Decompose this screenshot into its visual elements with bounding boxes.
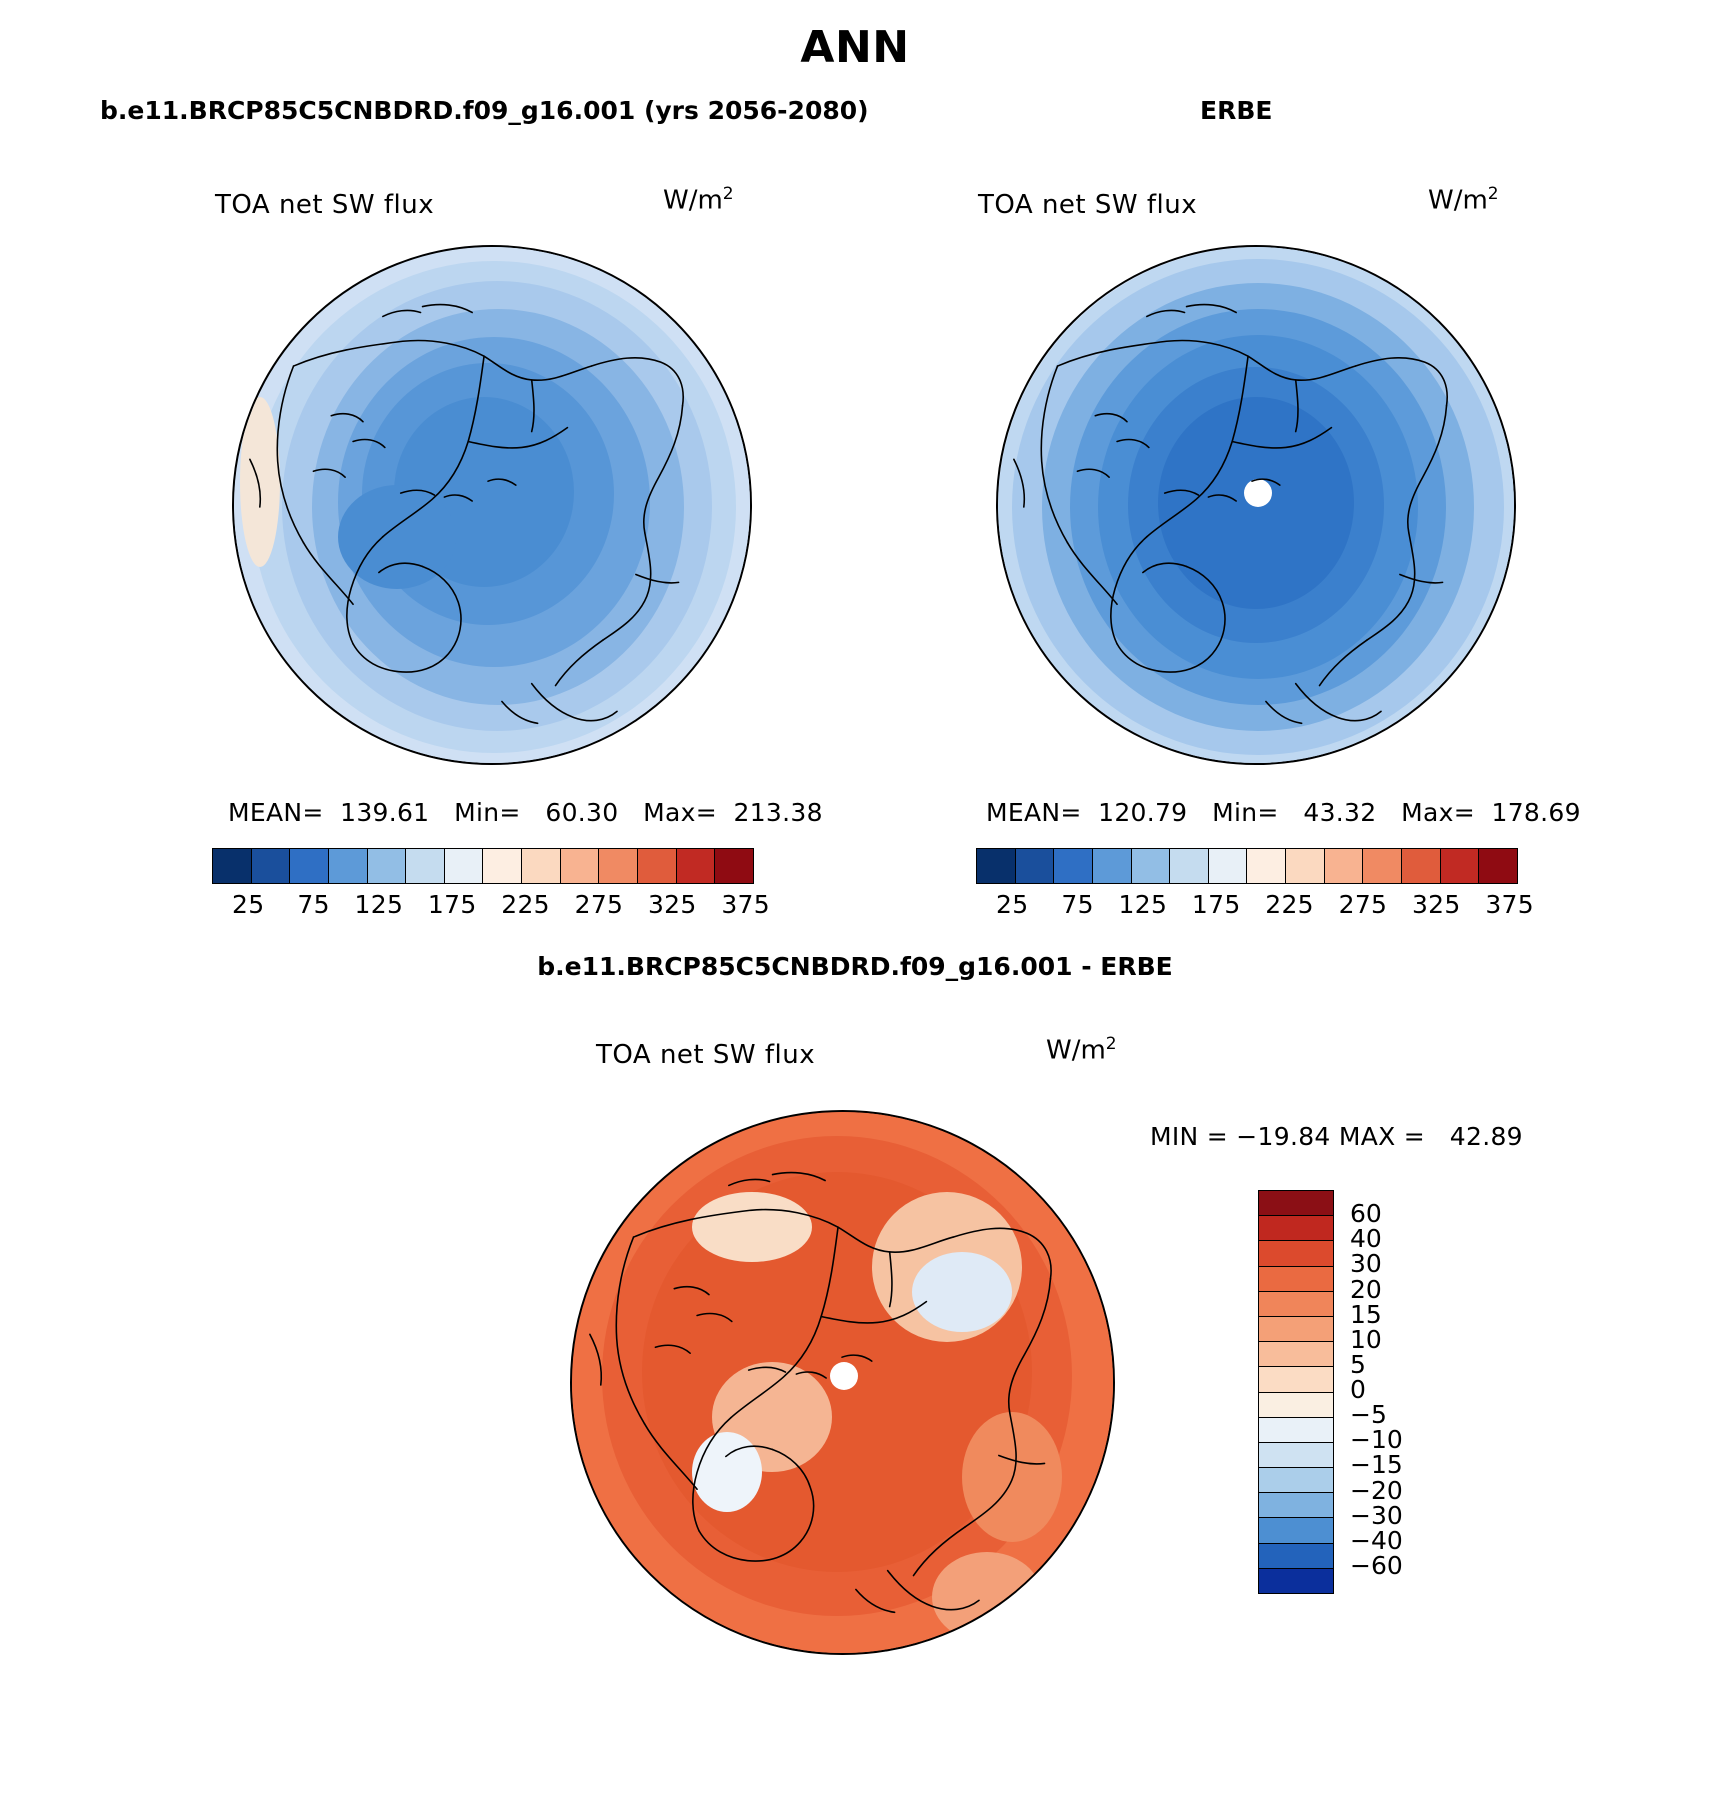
model-units-exp: 2 — [722, 184, 734, 204]
colorbar-swatch — [1402, 849, 1441, 883]
obs-units-exp: 2 — [1487, 184, 1499, 204]
colorbar-tick-label: 30 — [1350, 1249, 1382, 1279]
colorbar-swatch — [977, 849, 1016, 883]
colorbar-swatch — [1170, 849, 1209, 883]
colorbar-tick-label: −30 — [1350, 1500, 1403, 1530]
colorbar-swatch — [1259, 1443, 1333, 1468]
colorbar-tick-label: 5 — [1350, 1349, 1366, 1379]
colorbar-swatch — [1054, 849, 1093, 883]
colorbar-tick-label: 0 — [1350, 1375, 1366, 1404]
diff-polar-map — [570, 1110, 1115, 1655]
colorbar-swatch — [213, 849, 252, 883]
colorbar-swatch — [1259, 1241, 1333, 1266]
colorbar-swatch — [1259, 1418, 1333, 1443]
coastline-overlay-model — [234, 247, 750, 763]
colorbar-tick-label: 40 — [1350, 1224, 1382, 1254]
diff-field-label: TOA net SW flux — [596, 1040, 816, 1070]
colorbar-swatch — [522, 849, 561, 883]
diff-units-label — [1046, 1034, 1117, 1066]
colorbar-tick-label: 10 — [1350, 1324, 1382, 1354]
colorbar-swatch — [1286, 849, 1325, 883]
colorbar-swatch — [715, 849, 753, 883]
diff-panel-title: b.e11.BRCP85C5CNBDRD.f09_g16.001 - ERBE — [537, 952, 1173, 981]
colorbar-swatch — [1441, 849, 1480, 883]
colorbar-tick-label: 20 — [1350, 1274, 1382, 1304]
colorbar-swatch — [1259, 1317, 1333, 1342]
model-colorbar-ticks: 25 75 125 175 225 275 325 375 — [232, 890, 770, 919]
obs-colorbar — [976, 848, 1518, 884]
colorbar-swatch — [1259, 1292, 1333, 1317]
obs-polar-map — [996, 245, 1516, 765]
diff-colorbar — [1258, 1190, 1334, 1594]
colorbar-swatch — [1259, 1518, 1333, 1543]
colorbar-swatch — [561, 849, 600, 883]
obs-units-text: W/m — [1428, 185, 1488, 216]
colorbar-swatch — [1325, 849, 1364, 883]
colorbar-swatch — [1259, 1493, 1333, 1518]
obs-stats: MEAN= 120.79 Min= 43.32 Max= 178.69 — [986, 798, 1581, 827]
colorbar-swatch — [290, 849, 329, 883]
diff-stats: MIN = −19.84 MAX = 42.89 — [1150, 1122, 1523, 1151]
colorbar-swatch — [638, 849, 677, 883]
colorbar-swatch — [1016, 849, 1055, 883]
colorbar-swatch — [1259, 1468, 1333, 1493]
colorbar-swatch — [368, 849, 407, 883]
colorbar-swatch — [1132, 849, 1171, 883]
colorbar-swatch — [252, 849, 291, 883]
model-panel-title: b.e11.BRCP85C5CNBDRD.f09_g16.001 (yrs 2056-2080) — [100, 96, 869, 125]
colorbar-swatch — [1479, 849, 1517, 883]
obs-colorbar-ticks: 25 75 125 175 225 275 325 375 — [996, 890, 1534, 919]
model-units-text: W/m — [663, 185, 723, 216]
colorbar-swatch — [483, 849, 522, 883]
colorbar-tick-label: −5 — [1350, 1400, 1387, 1430]
colorbar-tick-label: 60 — [1350, 1199, 1382, 1229]
coastline-overlay-obs — [998, 247, 1514, 763]
colorbar-swatch — [1259, 1191, 1333, 1216]
colorbar-tick-label: −10 — [1350, 1425, 1403, 1455]
colorbar-swatch — [1259, 1342, 1333, 1367]
colorbar-swatch — [1259, 1367, 1333, 1392]
colorbar-swatch — [1259, 1544, 1333, 1569]
colorbar-swatch — [1363, 849, 1402, 883]
obs-panel-title: ERBE — [1200, 96, 1273, 125]
model-units-label — [663, 184, 734, 216]
obs-field-label: TOA net SW flux — [978, 190, 1198, 220]
model-colorbar — [212, 848, 754, 884]
diff-colorbar-wrap — [1258, 1190, 1478, 1590]
colorbar-swatch — [1093, 849, 1132, 883]
colorbar-swatch — [406, 849, 445, 883]
colorbar-swatch — [1259, 1569, 1333, 1593]
colorbar-tick-label: −15 — [1350, 1450, 1403, 1480]
model-field-label: TOA net SW flux — [215, 190, 435, 220]
colorbar-swatch — [677, 849, 716, 883]
colorbar-swatch — [1259, 1393, 1333, 1418]
diff-units-text: W/m — [1046, 1035, 1106, 1066]
obs-units-label — [1428, 184, 1499, 216]
model-polar-map — [232, 245, 752, 765]
page-title: ANN — [800, 22, 910, 73]
colorbar-tick-label: −60 — [1350, 1550, 1403, 1580]
colorbar-swatch — [1259, 1267, 1333, 1292]
model-stats: MEAN= 139.61 Min= 60.30 Max= 213.38 — [228, 798, 823, 827]
colorbar-tick-label: 15 — [1350, 1299, 1382, 1329]
colorbar-tick-label: −40 — [1350, 1525, 1403, 1555]
colorbar-tick-label: −20 — [1350, 1475, 1403, 1505]
colorbar-swatch — [1209, 849, 1248, 883]
colorbar-swatch — [329, 849, 368, 883]
colorbar-swatch — [599, 849, 638, 883]
coastline-overlay-diff — [572, 1112, 1113, 1653]
diff-units-exp: 2 — [1105, 1034, 1117, 1054]
colorbar-swatch — [1259, 1216, 1333, 1241]
colorbar-swatch — [1247, 849, 1286, 883]
colorbar-swatch — [445, 849, 484, 883]
